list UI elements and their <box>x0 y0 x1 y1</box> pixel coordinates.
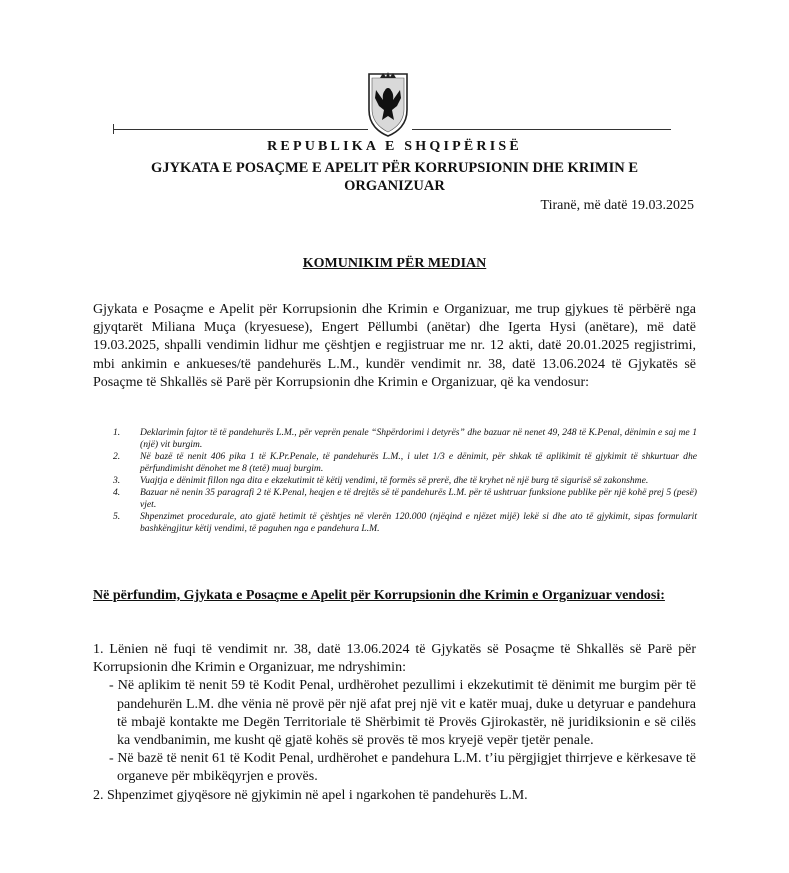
court-name-line-2: ORGANIZUAR <box>344 178 445 194</box>
list-item <box>113 475 697 487</box>
decision-point-1a: - Në aplikim të nenit 59 të Kodit Penal, urdhërohet pezullimi i ekzekutimit të dënimit me burgim për të pandehurën L.M. dhe vënia në provë për një afat prej një vit e katër muaj, duke u detyruar e pandehura të mbajë kontakte me Degën Territoriale të Shërbimit të Provës Gjirokastër, në juridiksionin e së cilës ka vendbanimin, me kusht që gjatë kohës së provës të mos kryejë vepër tjetër penale. <box>109 678 696 749</box>
decision-point-1: 1. Lënien në fuqi të vendimit nr. 38, datë 13.06.2024 të Gjykatës së Posaçme të Shkallës së Parë për Korrupsionin dhe Krimin e Organizuar, me ndryshimin: <box>93 642 696 676</box>
list-item-number: 1. <box>113 427 121 438</box>
republic-heading: REPUBLIKA E SHQIPËRISË <box>267 139 522 154</box>
conclusion-heading: Në përfundim, Gjykata e Posaçme e Apelit për Korrupsionin dhe Krimin e Organizuar vendosi: <box>93 588 665 603</box>
list-item-text: Vuajtja e dënimit fillon nga dita e ekzekutimit të këtij vendimi, të formës së prerë, dhe të kryhet në një burg të sigurisë së zakonshme. <box>140 475 649 486</box>
list-item-text: Në bazë të nenit 406 pika 1 të K.Pr.Penale, të pandehurës L.M., i ulet 1/3 e dënimit, për shkak të aplikimit të gjykimit të shkurtuar dhe përfundimisht dënohet me 8 (tetë) muaj burgim. <box>140 451 697 474</box>
list-item <box>113 451 697 475</box>
appeal-decision <box>93 641 696 805</box>
list-item-number: 3. <box>113 475 121 486</box>
list-item-number: 2. <box>113 451 121 462</box>
intro-paragraph: Gjykata e Posaçme e Apelit për Korrupsionin dhe Krimin e Organizuar, me trup gjykues të përbërë nga gjyqtarët Miliana Muça (kryesuese), Engert Pëllumbi (anëtar) dhe Igerta Hysi (anëtare), më datë 19.03.2025, shpalli vendimin lidhur me çështjen e regjistruar me nr. 12 akti, datë 20.01.2025 regjistrimi, mbi ankimin e ankueses/të pandehurës L.M., kundër vendimit nr. 38, datë 13.06.2024 të Gjykatës së Posaçme të Shkallës së Parë për Korrupsionin dhe Krimin e Organizuar, që ka vendosur: <box>93 302 696 390</box>
list-item <box>113 487 697 511</box>
decision-point-1b: - Në bazë të nenit 61 të Kodit Penal, urdhërohet e pandehura L.M. t’iu përgjigjet thirrjeve e kërkesave të organeve për mbikëqyrjen e provës. <box>109 751 696 785</box>
decision-point-2: 2. Shpenzimet gjyqësore në gjykimin në apel i ngarkohen të pandehurës L.M. <box>93 787 528 803</box>
list-item-text: Deklarimin fajtor të të pandehurës L.M., për veprën penale “Shpërdorimi i detyrës” dhe bazuar në nenet 49, 248 të K.Penal, dënimin e saj me 1 (një) vit burgim. <box>140 427 697 450</box>
court-name-line-1: GJYKATA E POSAÇME E APELIT PËR KORRUPSIONIN DHE KRIMIN E <box>150 160 639 176</box>
list-item-number: 5. <box>113 511 121 522</box>
header-rule-right <box>412 129 671 130</box>
list-item-number: 4. <box>113 487 121 498</box>
list-item <box>113 427 697 451</box>
albanian-eagle-emblem-icon <box>366 72 410 138</box>
document-title: KOMUNIKIM PËR MEDIAN <box>302 256 487 271</box>
list-item-text: Shpenzimet procedurale, ato gjatë hetimit të çështjes në vlerën 120.000 (njëqind e njëzet mijë) lekë si dhe ato të gjykimit, sipas formularit bashkëngjitur këtij vendimi, të paguhen nga e pandehura L.M. <box>140 511 697 534</box>
list-item-text: Bazuar në nenin 35 paragrafi 2 të K.Penal, heqjen e të drejtës së të pandehurës L.M. për të ushtruar funksione publike për një kohë prej 5 (pesë) vjet. <box>140 487 697 510</box>
date-place: Tiranë, më datë 19.03.2025 <box>540 198 694 213</box>
header-rule-left <box>113 129 368 130</box>
first-instance-decision-list <box>113 427 697 535</box>
list-item <box>113 511 697 535</box>
